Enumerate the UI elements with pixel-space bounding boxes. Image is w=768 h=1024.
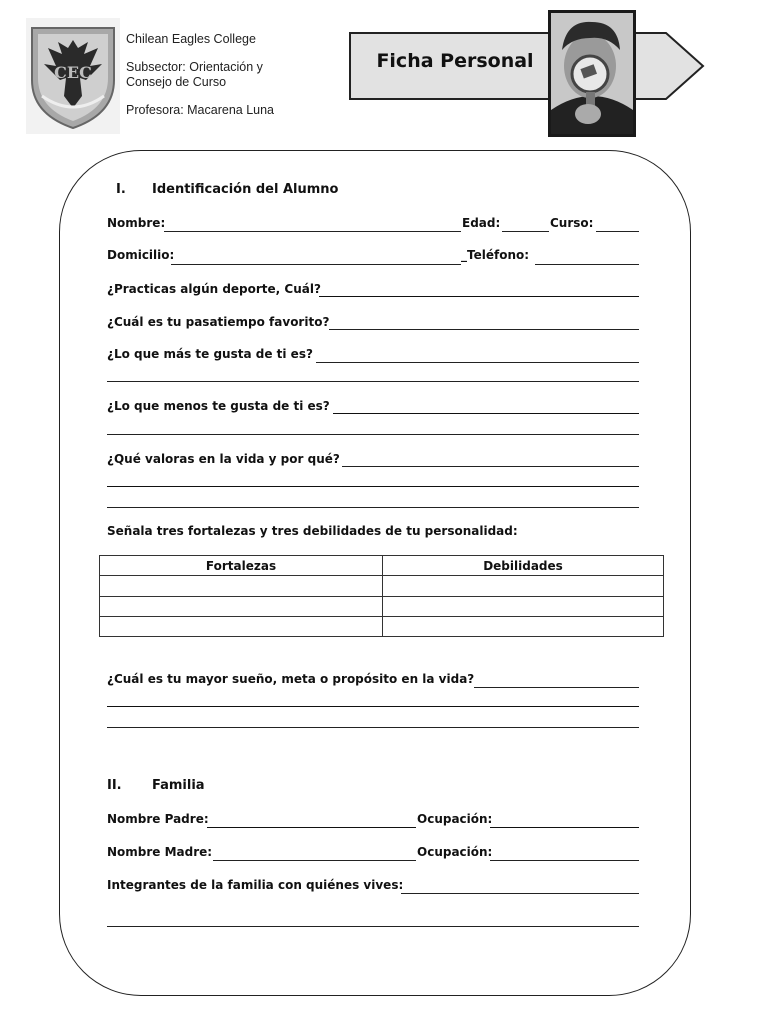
field-nombre-madre[interactable] (213, 860, 416, 861)
field-integrantes-line-2[interactable] (107, 926, 639, 927)
table-cell[interactable] (383, 616, 664, 636)
label-ocupacion-padre: Ocupación: (417, 812, 493, 826)
field-sueno-line-2[interactable] (107, 706, 639, 707)
field-valoras-line-3[interactable] (107, 507, 639, 508)
field-valoras-line-2[interactable] (107, 486, 639, 487)
field-integrantes[interactable] (401, 893, 639, 894)
school-name: Chilean Eagles College (126, 32, 256, 46)
label-nombre-padre: Nombre Padre: (107, 812, 209, 826)
label-integrantes: Integrantes de la familia con quiénes vives: (107, 878, 404, 892)
section-1-number: I. (116, 182, 126, 197)
strengths-weaknesses-table (99, 555, 664, 637)
section-1-title: Identificación del Alumno (152, 182, 339, 197)
field-nombre-padre[interactable] (207, 827, 416, 828)
label-nombre-madre: Nombre Madre: (107, 845, 213, 859)
label-fortalezas-debilidades: Señala tres fortalezas y tres debilidades de tu personalidad: (107, 524, 518, 538)
section-2-number: II. (107, 778, 122, 793)
subject-line-1: Subsector: Orientación y (126, 60, 263, 74)
table-header-fortalezas: Fortalezas (100, 556, 383, 576)
field-sueno-line-3[interactable] (107, 727, 639, 728)
school-crest-logo (26, 18, 120, 134)
table-cell[interactable] (383, 596, 664, 616)
field-valoras[interactable] (342, 466, 639, 467)
field-gusta-line-2[interactable] (107, 381, 639, 382)
label-telefono: _Teléfono: (461, 248, 530, 262)
table-cell[interactable] (100, 576, 383, 596)
table-header-debilidades: Debilidades (383, 556, 664, 576)
label-pasatiempo: ¿Cuál es tu pasatiempo favorito? (107, 315, 330, 329)
table-cell[interactable] (383, 576, 664, 596)
label-valoras: ¿Qué valoras en la vida y por qué? (107, 452, 340, 466)
section-2-title: Familia (152, 778, 205, 793)
label-menos-gusta: ¿Lo que menos te gusta de ti es? (107, 399, 330, 413)
table-cell[interactable] (100, 596, 383, 616)
field-domicilio[interactable] (171, 264, 461, 265)
field-ocupacion-padre[interactable] (490, 827, 639, 828)
field-sueno[interactable] (474, 687, 639, 688)
field-pasatiempo[interactable] (329, 329, 639, 330)
table-row (100, 576, 664, 596)
table-row (100, 616, 664, 636)
table-row (100, 596, 664, 616)
teacher-name: Profesora: Macarena Luna (126, 103, 275, 117)
field-ocupacion-madre[interactable] (490, 860, 639, 861)
field-deporte[interactable] (319, 296, 639, 297)
label-nombre: Nombre: (107, 216, 166, 230)
field-menos-gusta[interactable] (333, 413, 639, 414)
field-telefono[interactable] (535, 264, 639, 265)
label-deporte: ¿Practicas algún deporte, Cuál? (107, 282, 321, 296)
field-edad[interactable] (502, 231, 549, 232)
banner-title: Ficha Personal (376, 50, 534, 72)
label-gusta: ¿Lo que más te gusta de ti es? (107, 347, 313, 361)
label-ocupacion-madre: Ocupación: (417, 845, 493, 859)
svg-text:CEC: CEC (54, 63, 92, 82)
field-menos-gusta-line-2[interactable] (107, 434, 639, 435)
label-edad: Edad: (462, 216, 501, 230)
field-nombre[interactable] (164, 231, 461, 232)
field-gusta[interactable] (316, 362, 639, 363)
label-sueno: ¿Cuál es tu mayor sueño, meta o propósito en la vida? (107, 672, 475, 686)
field-curso[interactable] (596, 231, 639, 232)
magnifier-photo-image (548, 10, 636, 137)
label-curso: Curso: (550, 216, 594, 230)
subject-line-2: Consejo de Curso (126, 75, 227, 89)
label-domicilio: Domicilio: (107, 248, 175, 262)
table-cell[interactable] (100, 616, 383, 636)
